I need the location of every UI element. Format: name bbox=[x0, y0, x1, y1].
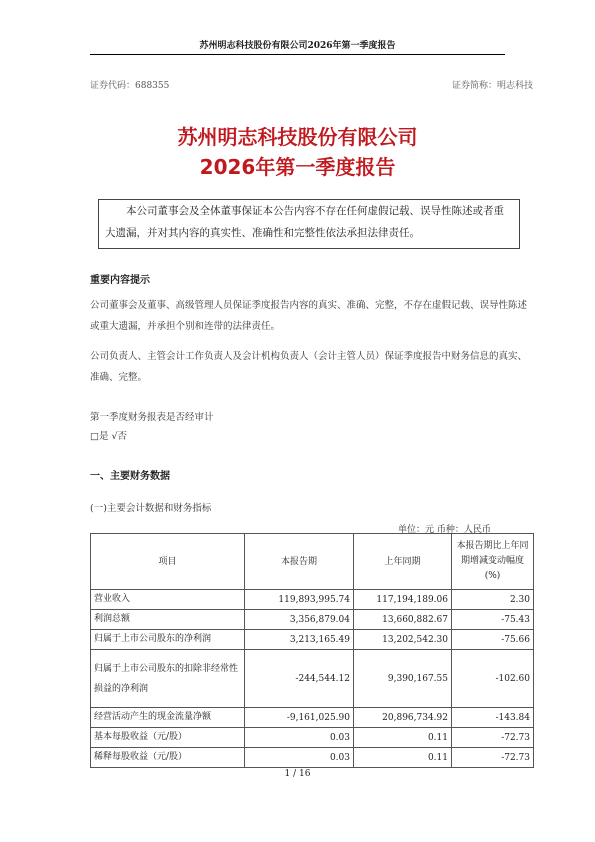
row-label: 经营活动产生的现金流量净额 bbox=[91, 708, 245, 728]
row-label: 稀释每股收益（元/股） bbox=[91, 748, 245, 768]
important-heading: 重要内容提示 bbox=[90, 275, 150, 286]
change-percent: -72.73 bbox=[452, 748, 534, 768]
current-period-value: -244,544.12 bbox=[245, 650, 354, 708]
current-period-value: 0.03 bbox=[245, 728, 354, 748]
prior-period-value: 13,202,542.30 bbox=[354, 630, 452, 650]
change-percent: -75.43 bbox=[452, 610, 534, 630]
prior-period-value: 13,660,882.67 bbox=[354, 610, 452, 630]
row-label: 归属于上市公司股东的扣除非经常性损益的净利润 bbox=[91, 650, 245, 708]
prior-period-value: 0.11 bbox=[354, 728, 452, 748]
current-period-value: 0.03 bbox=[245, 748, 354, 768]
security-short-name: 证券简称：明志科技 bbox=[451, 81, 533, 91]
table-row bbox=[91, 748, 534, 768]
prior-period-value: 20,896,734.92 bbox=[354, 708, 452, 728]
prior-period-value: 9,390,167.55 bbox=[354, 650, 452, 708]
change-percent: -143.84 bbox=[452, 708, 534, 728]
current-period-value: -9,161,025.90 bbox=[245, 708, 354, 728]
financial-data-table bbox=[90, 533, 534, 768]
row-label: 利润总额 bbox=[91, 610, 245, 630]
table-row bbox=[91, 630, 534, 650]
table-header-row bbox=[91, 534, 534, 590]
change-percent: 2.30 bbox=[452, 590, 534, 610]
column-header: 本报告期比上年同期增减变动幅度(%) bbox=[452, 534, 534, 590]
page-number: 1 / 16 bbox=[284, 769, 311, 779]
section-main-financial-data: 一、主要财务数据 bbox=[90, 471, 170, 482]
prior-period-value: 117,194,189.06 bbox=[354, 590, 452, 610]
prior-period-value: 0.11 bbox=[354, 748, 452, 768]
column-header: 上年同期 bbox=[354, 534, 452, 590]
change-percent: -72.73 bbox=[452, 728, 534, 748]
row-label: 归属于上市公司股东的净利润 bbox=[91, 630, 245, 650]
important-paragraph-1: 公司董事会及董事、高级管理人员保证季度报告内容的真实、准确、完整，不存在虚假记载、误导性陈述或重大遗漏，并承担个别和连带的法律责任。 bbox=[90, 300, 528, 332]
row-label: 营业收入 bbox=[91, 590, 245, 610]
change-percent: -75.66 bbox=[452, 630, 534, 650]
table-row bbox=[91, 650, 534, 708]
audit-question: 第一季度财务报表是否经审计 bbox=[90, 412, 214, 423]
important-paragraph-2: 公司负责人、主管会计工作负责人及会计机构负责人（会计主管人员）保证季度报告中财务信息的真实、准确、完整。 bbox=[90, 351, 528, 383]
board-notice-box bbox=[98, 199, 520, 249]
current-period-value: 119,893,995.74 bbox=[245, 590, 354, 610]
report-title-company: 苏州明志科技股份有限公司 bbox=[177, 125, 418, 149]
board-notice-text: 本公司董事会及全体董事保证本公告内容不存在任何虚假记载、误导性陈述或者重大遗漏，并对其内容的真实性、准确性和完整性依法承担法律责任。 bbox=[105, 205, 504, 239]
running-header: 苏州明志科技股份有限公司2026年第一季度报告 bbox=[90, 38, 505, 55]
subsection-accounting-indicators: (一)主要会计数据和财务指标 bbox=[90, 503, 212, 514]
current-period-value: 3,213,165.49 bbox=[245, 630, 354, 650]
column-header: 项目 bbox=[91, 534, 245, 590]
audit-answer: □是 √否 bbox=[90, 431, 128, 442]
report-title-period: 2026年第一季度报告 bbox=[199, 155, 396, 179]
current-period-value: 3,356,879.04 bbox=[245, 610, 354, 630]
table-row bbox=[91, 708, 534, 728]
table-row bbox=[91, 590, 534, 610]
row-label: 基本每股收益（元/股） bbox=[91, 728, 245, 748]
unit-label: 单位：元 币种：人民币 bbox=[398, 525, 491, 535]
change-percent: -102.60 bbox=[452, 650, 534, 708]
security-code: 证券代码：688355 bbox=[90, 81, 170, 91]
table-row bbox=[91, 728, 534, 748]
table-row bbox=[91, 610, 534, 630]
column-header: 本报告期 bbox=[245, 534, 354, 590]
